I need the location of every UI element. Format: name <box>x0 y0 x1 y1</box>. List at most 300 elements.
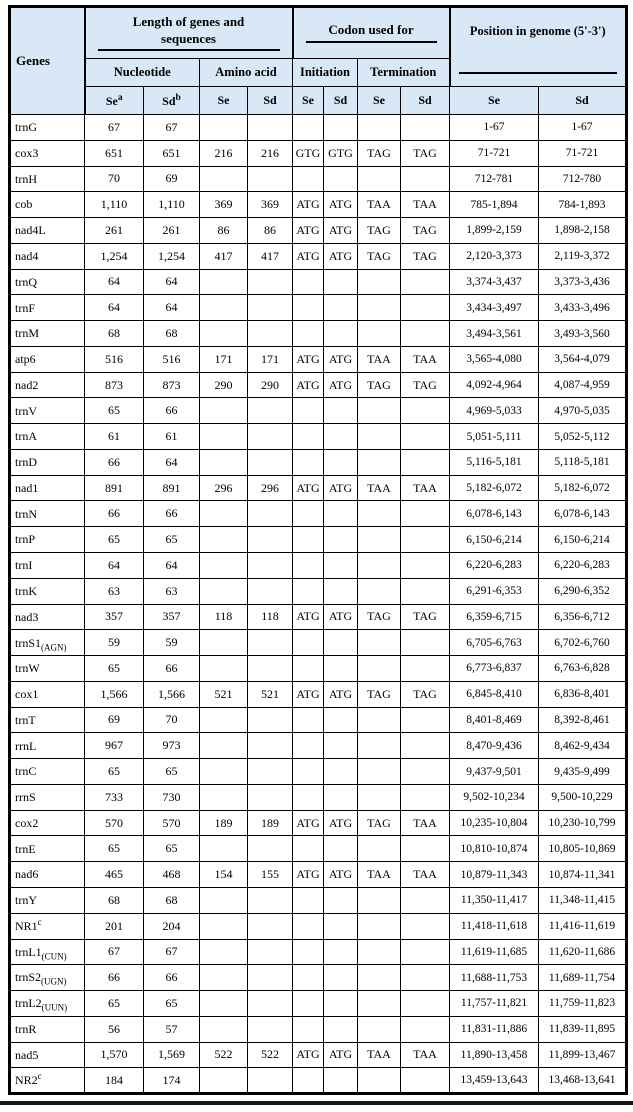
position-sd-cell: 5,118-5,181 <box>539 449 627 475</box>
position-sd-cell: 6,220-6,283 <box>539 553 627 579</box>
init-codon-sd-cell: ATG <box>324 372 358 398</box>
nuc-length-se-cell: 65 <box>85 759 144 785</box>
nuc-length-se-cell: 570 <box>85 810 144 836</box>
term-codon-sd-cell <box>401 449 450 475</box>
init-codon-se-cell: ATG <box>293 681 324 707</box>
term-codon-sd-cell: TAA <box>401 1042 450 1068</box>
term-codon-sd-cell: TAG <box>401 243 450 269</box>
position-sd-cell: 6,356-6,712 <box>539 604 627 630</box>
gene-name: NR1 <box>15 918 38 933</box>
nuc-length-se-cell: 64 <box>85 269 144 295</box>
term-codon-se-cell: TAA <box>358 862 401 888</box>
aa-length-se-cell: 171 <box>200 346 248 372</box>
termination-se-header: Se <box>358 87 401 115</box>
aa-length-se-cell: 369 <box>200 192 248 218</box>
init-codon-sd-cell <box>324 321 358 347</box>
table-row <box>10 449 627 475</box>
table-row <box>10 707 627 733</box>
aa-length-sd-cell <box>248 965 293 991</box>
init-codon-se-cell: ATG <box>293 243 324 269</box>
position-se-cell: 6,845-8,410 <box>450 681 539 707</box>
nuc-length-se-cell: 201 <box>85 913 144 939</box>
nuc-length-sd-cell: 516 <box>144 346 200 372</box>
init-codon-sd-cell: GTG <box>324 140 358 166</box>
gene-name-cell <box>10 192 85 218</box>
init-codon-se-cell <box>293 1016 324 1042</box>
init-codon-sd-cell: ATG <box>324 218 358 244</box>
gene-name-cell <box>10 553 85 579</box>
term-codon-se-cell <box>358 115 401 141</box>
term-codon-se-cell <box>358 424 401 450</box>
position-sd-cell: 11,348-11,415 <box>539 887 627 913</box>
position-se-cell: 6,078-6,143 <box>450 501 539 527</box>
gene-name: trnS1 <box>15 635 42 650</box>
aa-length-sd-cell <box>248 656 293 682</box>
position-se-cell: 4,969-5,033 <box>450 398 539 424</box>
term-codon-se-cell <box>358 1016 401 1042</box>
nuc-length-sd-cell: 261 <box>144 218 200 244</box>
nuc-length-sd-cell: 68 <box>144 321 200 347</box>
gene-name: trnS2 <box>15 970 42 985</box>
term-codon-se-cell <box>358 784 401 810</box>
table-row <box>10 192 627 218</box>
position-se-cell: 10,235-10,804 <box>450 810 539 836</box>
term-codon-se-cell: TAA <box>358 1042 401 1068</box>
nuc-length-se-cell: 873 <box>85 372 144 398</box>
term-codon-sd-cell: TAG <box>401 604 450 630</box>
nuc-length-se-cell: 733 <box>85 784 144 810</box>
nuc-length-sd-cell: 357 <box>144 604 200 630</box>
aa-length-se-cell <box>200 887 248 913</box>
amino-acid-header: Amino acid <box>200 59 293 87</box>
init-codon-sd-cell <box>324 656 358 682</box>
nuc-length-sd-cell: 570 <box>144 810 200 836</box>
aa-length-se-cell <box>200 707 248 733</box>
gene-name: rrnL <box>15 738 37 753</box>
gene-name-cell <box>10 991 85 1017</box>
gene-name-cell <box>10 578 85 604</box>
gene-name-cell <box>10 707 85 733</box>
codon-group-header <box>293 7 450 59</box>
term-codon-se-cell <box>358 630 401 656</box>
nuc-length-sd-cell: 64 <box>144 269 200 295</box>
gene-name-superscript: c <box>37 916 42 927</box>
term-codon-sd-cell <box>401 166 450 192</box>
table-row <box>10 424 627 450</box>
aa-length-se-cell <box>200 269 248 295</box>
gene-name-cell <box>10 939 85 965</box>
gene-name: trnY <box>15 893 37 908</box>
nuc-length-se-cell: 66 <box>85 501 144 527</box>
gene-name: trnA <box>15 429 37 444</box>
nuc-length-se-cell: 66 <box>85 449 144 475</box>
position-sd-header: Sd <box>539 87 627 115</box>
position-se-cell: 5,182-6,072 <box>450 475 539 501</box>
term-codon-sd-cell: TAA <box>401 346 450 372</box>
aa-length-sd-cell: 290 <box>248 372 293 398</box>
aa-length-se-cell: 118 <box>200 604 248 630</box>
init-codon-sd-cell <box>324 1016 358 1042</box>
gene-name: trnN <box>15 506 37 521</box>
nuc-length-se-cell: 61 <box>85 424 144 450</box>
aa-length-se-cell <box>200 166 248 192</box>
init-codon-sd-cell: ATG <box>324 243 358 269</box>
term-codon-se-cell: TAG <box>358 243 401 269</box>
nuc-length-sd-cell: 66 <box>144 398 200 424</box>
init-codon-sd-cell <box>324 759 358 785</box>
position-sd-cell: 11,759-11,823 <box>539 991 627 1017</box>
term-codon-se-cell <box>358 449 401 475</box>
nuc-length-se-cell: 967 <box>85 733 144 759</box>
aa-length-sd-cell: 155 <box>248 862 293 888</box>
aa-length-sd-cell: 86 <box>248 218 293 244</box>
gene-name-cell <box>10 475 85 501</box>
nucleotide-sd-header: Sd$^b$ <box>144 87 200 115</box>
aa-length-se-cell <box>200 630 248 656</box>
aa-length-se-cell: 296 <box>200 475 248 501</box>
nuc-length-sd-cell: 174 <box>144 1068 200 1094</box>
nuc-length-se-cell: 64 <box>85 553 144 579</box>
table-row <box>10 913 627 939</box>
aa-length-se-cell: 522 <box>200 1042 248 1068</box>
term-codon-sd-cell <box>401 939 450 965</box>
init-codon-se-cell: ATG <box>293 1042 324 1068</box>
position-se-cell: 8,470-9,436 <box>450 733 539 759</box>
init-codon-se-cell: ATG <box>293 192 324 218</box>
nuc-length-se-cell: 184 <box>85 1068 144 1094</box>
term-codon-sd-cell <box>401 656 450 682</box>
init-codon-se-cell <box>293 527 324 553</box>
nuc-length-sd-cell: 64 <box>144 449 200 475</box>
position-se-cell: 13,459-13,643 <box>450 1068 539 1094</box>
term-codon-sd-cell <box>401 784 450 810</box>
position-sd-cell: 9,435-9,499 <box>539 759 627 785</box>
nuc-length-sd-cell: 57 <box>144 1016 200 1042</box>
nuc-length-se-cell: 68 <box>85 887 144 913</box>
position-se-cell: 6,773-6,837 <box>450 656 539 682</box>
init-codon-sd-cell <box>324 269 358 295</box>
init-codon-se-cell <box>293 630 324 656</box>
gene-name-cell <box>10 604 85 630</box>
position-se-cell: 71-721 <box>450 140 539 166</box>
aa-length-sd-cell <box>248 939 293 965</box>
position-sd-cell: 11,689-11,754 <box>539 965 627 991</box>
nuc-length-sd-cell: 973 <box>144 733 200 759</box>
term-codon-se-cell <box>358 269 401 295</box>
gene-name: trnT <box>15 712 36 727</box>
init-codon-sd-cell <box>324 630 358 656</box>
term-codon-se-cell <box>358 656 401 682</box>
gene-name: cob <box>15 197 33 212</box>
table-row <box>10 939 627 965</box>
gene-name: trnV <box>15 403 37 418</box>
table-row <box>10 991 627 1017</box>
table-row <box>10 965 627 991</box>
aa-length-sd-cell <box>248 424 293 450</box>
table-row <box>10 1016 627 1042</box>
gene-name-cell <box>10 784 85 810</box>
position-sd-cell: 9,500-10,229 <box>539 784 627 810</box>
init-codon-sd-cell <box>324 965 358 991</box>
position-sd-cell: 6,763-6,828 <box>539 656 627 682</box>
term-codon-se-cell <box>358 913 401 939</box>
term-codon-se-cell <box>358 398 401 424</box>
init-codon-se-cell <box>293 449 324 475</box>
init-codon-se-cell: ATG <box>293 218 324 244</box>
table-row <box>10 862 627 888</box>
nuc-length-se-cell: 1,110 <box>85 192 144 218</box>
table-row <box>10 630 627 656</box>
gene-name-cell <box>10 321 85 347</box>
nuc-length-se-cell: 465 <box>85 862 144 888</box>
gene-annotation-table-wrap <box>8 5 628 1095</box>
table-body <box>10 115 627 1094</box>
aa-length-se-cell <box>200 553 248 579</box>
init-codon-sd-cell <box>324 424 358 450</box>
table-row <box>10 166 627 192</box>
term-codon-se-cell: TAG <box>358 372 401 398</box>
init-codon-sd-cell <box>324 295 358 321</box>
aa-length-se-cell <box>200 759 248 785</box>
position-sd-cell: 3,493-3,560 <box>539 321 627 347</box>
aa-length-sd-cell: 171 <box>248 346 293 372</box>
position-se-cell: 2,120-3,373 <box>450 243 539 269</box>
aa-length-sd-cell <box>248 398 293 424</box>
term-codon-se-cell <box>358 707 401 733</box>
table-row <box>10 810 627 836</box>
gene-name: trnE <box>15 841 36 856</box>
term-codon-sd-cell <box>401 759 450 785</box>
aa-length-sd-cell <box>248 733 293 759</box>
aa-length-sd-cell <box>248 115 293 141</box>
aa-length-sd-cell <box>248 1068 293 1094</box>
nuc-length-sd-cell: 66 <box>144 656 200 682</box>
gene-name-cell <box>10 887 85 913</box>
table-row <box>10 501 627 527</box>
nuc-length-sd-cell: 651 <box>144 140 200 166</box>
init-codon-sd-cell: ATG <box>324 604 358 630</box>
gene-name-cell <box>10 836 85 862</box>
position-group-rule <box>459 72 618 74</box>
term-codon-se-cell: TAG <box>358 218 401 244</box>
term-codon-sd-cell: TAA <box>401 862 450 888</box>
position-sd-cell: 13,468-13,641 <box>539 1068 627 1094</box>
gene-name: nad4L <box>15 223 46 238</box>
table-row <box>10 269 627 295</box>
aa-length-sd-cell <box>248 991 293 1017</box>
gene-name: nad3 <box>15 609 39 624</box>
init-codon-se-cell <box>293 656 324 682</box>
init-codon-se-cell: GTG <box>293 140 324 166</box>
gene-name: nad2 <box>15 377 39 392</box>
position-se-cell: 11,688-11,753 <box>450 965 539 991</box>
position-se-cell: 10,879-11,343 <box>450 862 539 888</box>
position-se-cell: 3,374-3,437 <box>450 269 539 295</box>
position-sd-cell: 10,230-10,799 <box>539 810 627 836</box>
position-se-cell: 712-781 <box>450 166 539 192</box>
aa-length-se-cell <box>200 527 248 553</box>
nuc-length-sd-cell: 891 <box>144 475 200 501</box>
term-codon-sd-cell: TAG <box>401 218 450 244</box>
position-sd-cell: 5,052-5,112 <box>539 424 627 450</box>
aa-length-sd-cell <box>248 321 293 347</box>
init-codon-sd-cell <box>324 449 358 475</box>
init-codon-sd-cell <box>324 784 358 810</box>
aa-length-se-cell <box>200 965 248 991</box>
term-codon-sd-cell <box>401 527 450 553</box>
term-codon-se-cell <box>358 553 401 579</box>
aa-length-sd-cell <box>248 630 293 656</box>
aa-length-se-cell <box>200 398 248 424</box>
init-codon-sd-cell: ATG <box>324 346 358 372</box>
position-sd-cell: 4,970-5,035 <box>539 398 627 424</box>
term-codon-se-cell <box>358 965 401 991</box>
gene-name-cell <box>10 733 85 759</box>
term-codon-sd-cell <box>401 321 450 347</box>
init-codon-se-cell <box>293 115 324 141</box>
gene-name-cell <box>10 501 85 527</box>
init-codon-se-cell <box>293 398 324 424</box>
position-sd-cell: 1-67 <box>539 115 627 141</box>
init-codon-sd-cell <box>324 913 358 939</box>
genes-column-header: Genes <box>10 7 85 115</box>
aa-length-sd-cell <box>248 501 293 527</box>
nuc-length-se-cell: 56 <box>85 1016 144 1042</box>
aa-length-sd-cell: 189 <box>248 810 293 836</box>
gene-name: trnM <box>15 326 39 341</box>
aa-length-sd-cell <box>248 449 293 475</box>
aa-length-sd-cell: 522 <box>248 1042 293 1068</box>
nuc-length-se-cell: 1,254 <box>85 243 144 269</box>
gene-name: rrnS <box>15 790 36 805</box>
gene-name: trnH <box>15 171 37 186</box>
position-se-cell: 1,899-2,159 <box>450 218 539 244</box>
gene-name-cell <box>10 269 85 295</box>
gene-name: cox1 <box>15 687 39 702</box>
init-codon-se-cell <box>293 939 324 965</box>
nuc-length-se-cell: 67 <box>85 939 144 965</box>
aa-length-se-cell <box>200 295 248 321</box>
nucleotide-se-header: Se$^a$ <box>85 87 144 115</box>
position-sd-cell: 8,392-8,461 <box>539 707 627 733</box>
gene-name-subscript: (AGN) <box>41 641 67 652</box>
nuc-length-sd-cell: 1,110 <box>144 192 200 218</box>
init-codon-se-cell <box>293 836 324 862</box>
gene-name: trnP <box>15 532 36 547</box>
gene-name: trnD <box>15 455 37 470</box>
nuc-length-se-cell: 59 <box>85 630 144 656</box>
term-codon-se-cell <box>358 1068 401 1094</box>
term-codon-se-cell <box>358 578 401 604</box>
init-codon-se-cell: ATG <box>293 346 324 372</box>
table-row <box>10 887 627 913</box>
aa-length-sd-cell <box>248 166 293 192</box>
gene-name: cox2 <box>15 815 39 830</box>
aa-length-sd-cell: 417 <box>248 243 293 269</box>
position-se-cell: 5,116-5,181 <box>450 449 539 475</box>
gene-name: trnQ <box>15 274 37 289</box>
gene-name-cell <box>10 295 85 321</box>
nuc-length-sd-cell: 67 <box>144 939 200 965</box>
gene-name-cell <box>10 810 85 836</box>
term-codon-sd-cell: TAG <box>401 140 450 166</box>
gene-name-cell <box>10 115 85 141</box>
nuc-length-se-cell: 1,570 <box>85 1042 144 1068</box>
position-se-cell: 4,092-4,964 <box>450 372 539 398</box>
gene-name-cell <box>10 965 85 991</box>
table-row <box>10 115 627 141</box>
nuc-length-se-cell: 357 <box>85 604 144 630</box>
position-sd-cell: 11,416-11,619 <box>539 913 627 939</box>
aa-length-se-cell <box>200 321 248 347</box>
aa-length-sd-cell <box>248 527 293 553</box>
nuc-length-se-cell: 516 <box>85 346 144 372</box>
gene-name-subscript: (UGN) <box>41 976 67 987</box>
nuc-length-sd-cell: 64 <box>144 553 200 579</box>
init-codon-se-cell <box>293 913 324 939</box>
table-row <box>10 218 627 244</box>
term-codon-sd-cell <box>401 836 450 862</box>
gene-name-cell <box>10 346 85 372</box>
table-row <box>10 553 627 579</box>
aa-length-sd-cell <box>248 1016 293 1042</box>
gene-name-cell <box>10 398 85 424</box>
initiation-sd-header: Sd <box>324 87 358 115</box>
term-codon-sd-cell <box>401 965 450 991</box>
term-codon-sd-cell <box>401 707 450 733</box>
term-codon-se-cell <box>358 991 401 1017</box>
position-se-cell: 3,434-3,497 <box>450 295 539 321</box>
table-header <box>10 7 627 115</box>
term-codon-se-cell <box>358 501 401 527</box>
term-codon-sd-cell: TAG <box>401 681 450 707</box>
footnote-b-marker: b <box>175 92 181 103</box>
nuc-length-se-cell: 65 <box>85 991 144 1017</box>
gene-name-cell <box>10 681 85 707</box>
gene-name-cell <box>10 1042 85 1068</box>
term-codon-se-cell <box>358 939 401 965</box>
term-codon-se-cell: TAG <box>358 810 401 836</box>
table-row <box>10 321 627 347</box>
term-codon-se-cell <box>358 836 401 862</box>
init-codon-sd-cell <box>324 578 358 604</box>
nuc-length-sd-cell: 64 <box>144 295 200 321</box>
table-row <box>10 836 627 862</box>
length-group-underline <box>98 49 280 51</box>
init-codon-sd-cell: ATG <box>324 862 358 888</box>
gene-name: trnL1 <box>15 944 42 959</box>
init-codon-se-cell <box>293 166 324 192</box>
init-codon-sd-cell <box>324 398 358 424</box>
position-sd-cell: 6,290-6,352 <box>539 578 627 604</box>
position-sd-cell: 2,119-3,372 <box>539 243 627 269</box>
init-codon-se-cell: ATG <box>293 604 324 630</box>
init-codon-sd-cell <box>324 707 358 733</box>
table-row <box>10 681 627 707</box>
table-row <box>10 784 627 810</box>
nuc-length-se-cell: 70 <box>85 166 144 192</box>
gene-name: atp6 <box>15 352 36 367</box>
nuc-length-se-cell: 68 <box>85 321 144 347</box>
term-codon-sd-cell <box>401 1068 450 1094</box>
nuc-length-sd-cell: 1,254 <box>144 243 200 269</box>
init-codon-sd-cell <box>324 1068 358 1094</box>
nuc-length-sd-cell: 873 <box>144 372 200 398</box>
term-codon-sd-cell: TAA <box>401 810 450 836</box>
aa-length-se-cell <box>200 449 248 475</box>
position-se-cell: 11,350-11,417 <box>450 887 539 913</box>
aa-length-se-cell <box>200 1016 248 1042</box>
